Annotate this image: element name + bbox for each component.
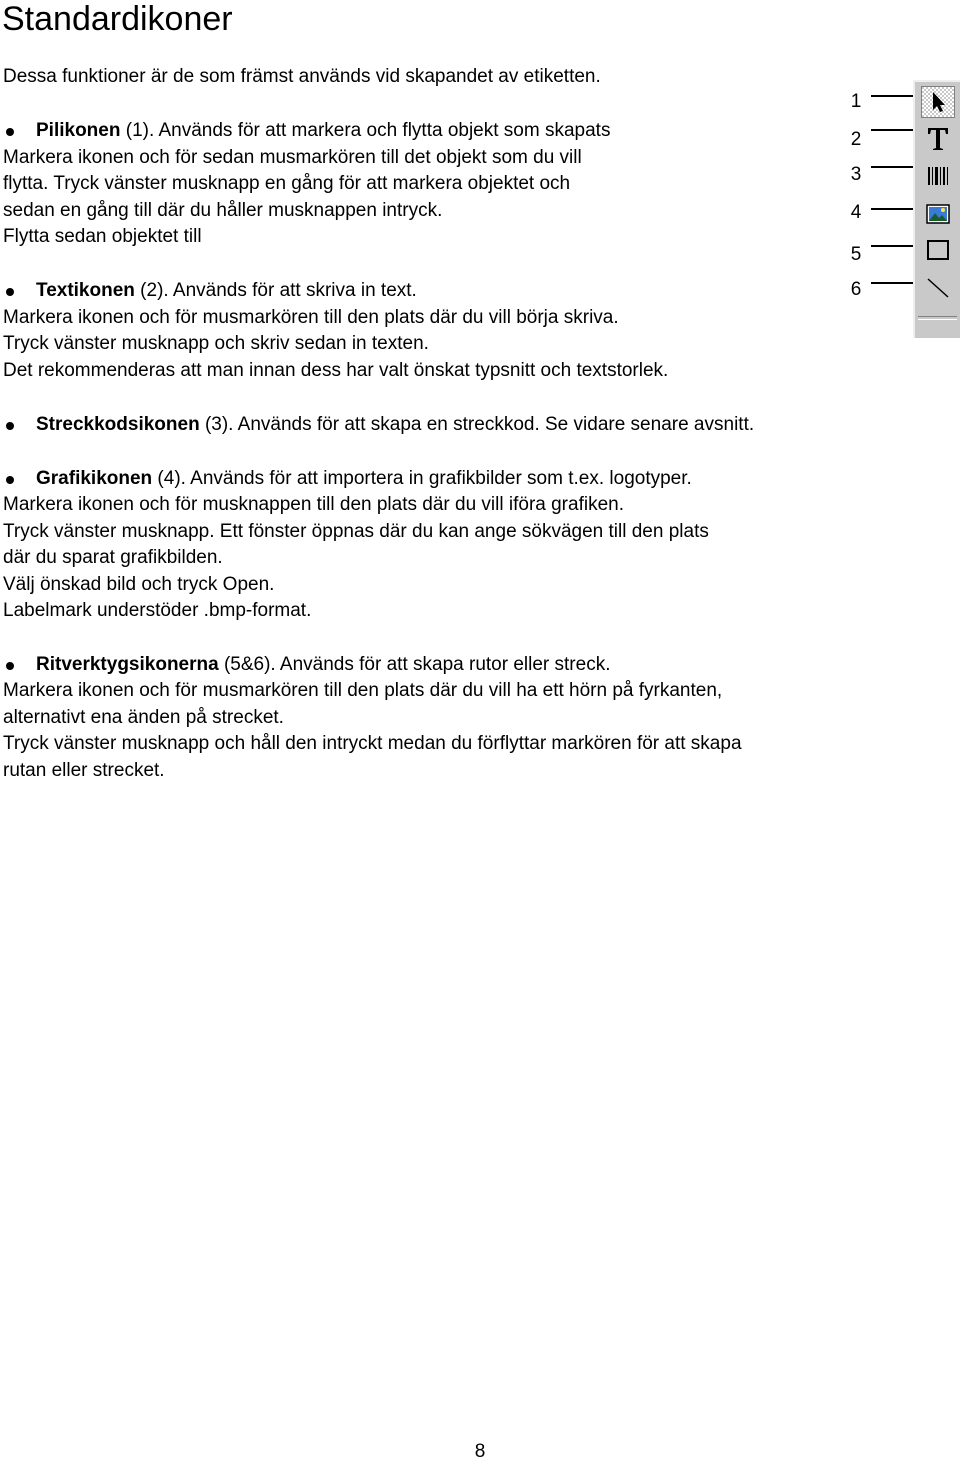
pil-line-4: Flytta sedan objektet till	[3, 226, 202, 247]
draw-heading-rest: (5&6). Används för att skapa rutor eller streck.	[218, 654, 611, 675]
graphic-heading: Grafikikonen	[36, 468, 153, 489]
graphic-line-4: Välj önskad bild och tryck Open.	[3, 574, 275, 595]
page-number: 8	[474, 1441, 486, 1462]
bullet-icon	[6, 422, 14, 430]
bullet-icon	[6, 288, 14, 296]
bullet-icon	[6, 128, 14, 136]
draw-line-3: Tryck vänster musknapp och håll den intryckt medan du förflyttar markören för att skapa	[3, 733, 742, 754]
barcode-tool-button[interactable]	[921, 160, 955, 192]
draw-heading: Ritverktygsikonerna	[36, 654, 219, 675]
barcode-heading: Streckkodsikonen	[36, 414, 200, 435]
standard-toolbar	[913, 80, 960, 338]
pil-heading-line	[36, 118, 610, 144]
text-line-3: Det rekommenderas att man innan dess har valt önskat typsnitt och textstorlek.	[3, 360, 669, 381]
pil-heading-rest: (1). Används för att markera och flytta objekt som skapats	[120, 120, 611, 141]
line-tool-button[interactable]	[921, 272, 955, 304]
callout-number: 6	[850, 279, 862, 300]
text-line-2: Tryck vänster musknapp och skriv sedan in texten.	[3, 333, 429, 354]
callout-number: 1	[850, 91, 862, 112]
rectangle-icon	[926, 239, 950, 261]
graphic-line-5: Labelmark understöder .bmp-format.	[3, 600, 312, 621]
text-heading-line	[36, 278, 417, 304]
toolbar-divider	[918, 316, 957, 320]
graphic-line-2: Tryck vänster musknapp. Ett fönster öppnas där du kan ange sökvägen till den plats	[3, 521, 709, 542]
pil-line-1: Markera ikonen och för sedan musmarkören till det objekt som du vill	[3, 147, 582, 168]
graphic-heading-rest: (4). Används för att importera in grafikbilder som t.ex. logotyper.	[152, 468, 692, 489]
rectangle-tool-button[interactable]	[921, 234, 955, 266]
barcode-icon	[926, 165, 950, 187]
text-heading: Textikonen	[36, 280, 135, 301]
intro-text: Dessa funktioner är de som främst används vid skapandet av etiketten.	[3, 66, 601, 87]
pil-heading: Pilikonen	[36, 120, 121, 141]
graphic-tool-button[interactable]	[921, 198, 955, 230]
page-title: Standardikoner	[2, 0, 233, 38]
bullet-icon	[6, 662, 14, 670]
graphic-heading-line	[36, 466, 692, 492]
callout-number: 5	[850, 244, 862, 265]
graphic-line-1: Markera ikonen och för musknappen till den plats där du vill iföra grafiken.	[3, 494, 624, 515]
pointer-icon	[927, 90, 949, 114]
graphic-icon	[926, 203, 950, 225]
line-icon	[926, 277, 950, 299]
graphic-line-3: där du sparat grafikbilden.	[3, 547, 223, 568]
callout-number: 2	[850, 129, 862, 150]
draw-heading-line	[36, 652, 610, 678]
callout-number: 4	[850, 202, 862, 223]
draw-line-4: rutan eller strecket.	[3, 760, 165, 781]
draw-line-2: alternativt ena änden på strecket.	[3, 707, 284, 728]
text-heading-rest: (2). Används för att skriva in text.	[134, 280, 417, 301]
bullet-icon	[6, 476, 14, 484]
text-line-1: Markera ikonen och för musmarkören till den plats där du vill börja skriva.	[3, 307, 619, 328]
text-icon	[926, 126, 950, 152]
barcode-heading-rest: (3). Används för att skapa en streckkod. Se vidare senare avsnitt.	[199, 414, 755, 435]
callout-number: 3	[850, 164, 862, 185]
pil-line-3: sedan en gång till där du håller musknappen intryck.	[3, 200, 443, 221]
pil-line-2: flytta. Tryck vänster musknapp en gång för att markera objektet och	[3, 173, 571, 194]
barcode-heading-line	[36, 412, 754, 438]
pointer-tool-button[interactable]	[921, 86, 955, 118]
draw-line-1: Markera ikonen och för musmarkören till den plats där du vill ha ett hörn på fyrkanten,	[3, 680, 723, 701]
text-tool-button[interactable]	[921, 123, 955, 155]
